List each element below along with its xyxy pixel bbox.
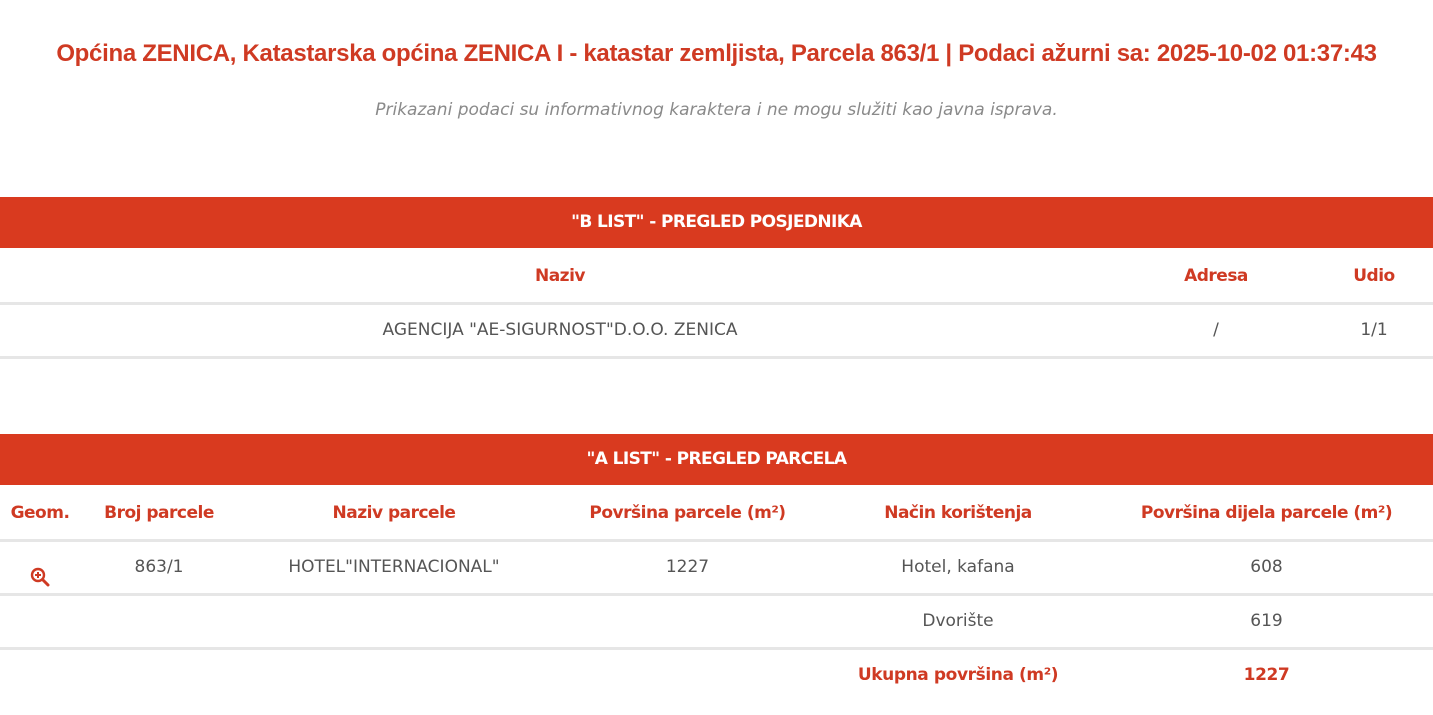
owner-address: / (1213, 320, 1219, 340)
disclaimer-text: Prikazani podaci su informativnog karaktera i ne mogu služiti kao javna isprava. (375, 100, 1058, 120)
parcel-area: 1227 (665, 557, 710, 577)
parcel-area (560, 596, 815, 647)
owner-name: AGENCIJA "AE-SIGURNOST"D.O.O. ZENICA (382, 320, 738, 340)
a-list-title-bar: "A LIST" - PREGLED PARCELA (0, 434, 1433, 485)
b-list-col-adresa: Adresa (1184, 266, 1248, 286)
table-row (0, 542, 1433, 596)
b-list-col-udio: Udio (1353, 266, 1395, 286)
b-list-header-row (0, 251, 1433, 305)
a-list-header-row (0, 488, 1433, 542)
b-list-title-bar: "B LIST" - PREGLED POSJEDNIKA (0, 197, 1433, 248)
parcel-number (80, 596, 238, 647)
total-label: Ukupna površina (m²) (857, 665, 1059, 685)
owner-share: 1/1 (1360, 320, 1388, 340)
a-list-col-geom: Geom. (10, 503, 70, 523)
a-list-col-naziv: Naziv parcele (332, 503, 456, 523)
table-row (0, 596, 1433, 650)
a-list-col-nacin: Način korištenja (884, 503, 1032, 523)
parcel-name (250, 596, 538, 647)
a-list-col-broj: Broj parcele (104, 503, 214, 523)
usage-type: Dvorište (922, 611, 994, 631)
total-row (0, 650, 1433, 701)
parcel-name: HOTEL"INTERNACIONAL" (288, 557, 500, 577)
geom-cell (0, 542, 80, 593)
b-list-col-naziv: Naziv (534, 266, 585, 286)
part-area: 619 (1250, 611, 1283, 631)
table-row (0, 305, 1433, 359)
parcel-number: 863/1 (134, 557, 184, 577)
page-title: Općina ZENICA, Katastarska općina ZENICA I - katastar zemljista, Parcela 863/1 | Podaci ažurni sa: 2025-10-02 01:37:43 (56, 40, 1377, 67)
total-value: 1227 (1243, 665, 1290, 685)
a-list-col-povrsina: Površina parcele (m²) (589, 503, 786, 523)
usage-type: Hotel, kafana (901, 557, 1015, 577)
part-area: 608 (1250, 557, 1283, 577)
a-list-col-povrsina-dijela: Površina dijela parcele (m²) (1140, 503, 1393, 523)
zoom-in-icon[interactable] (30, 557, 50, 577)
